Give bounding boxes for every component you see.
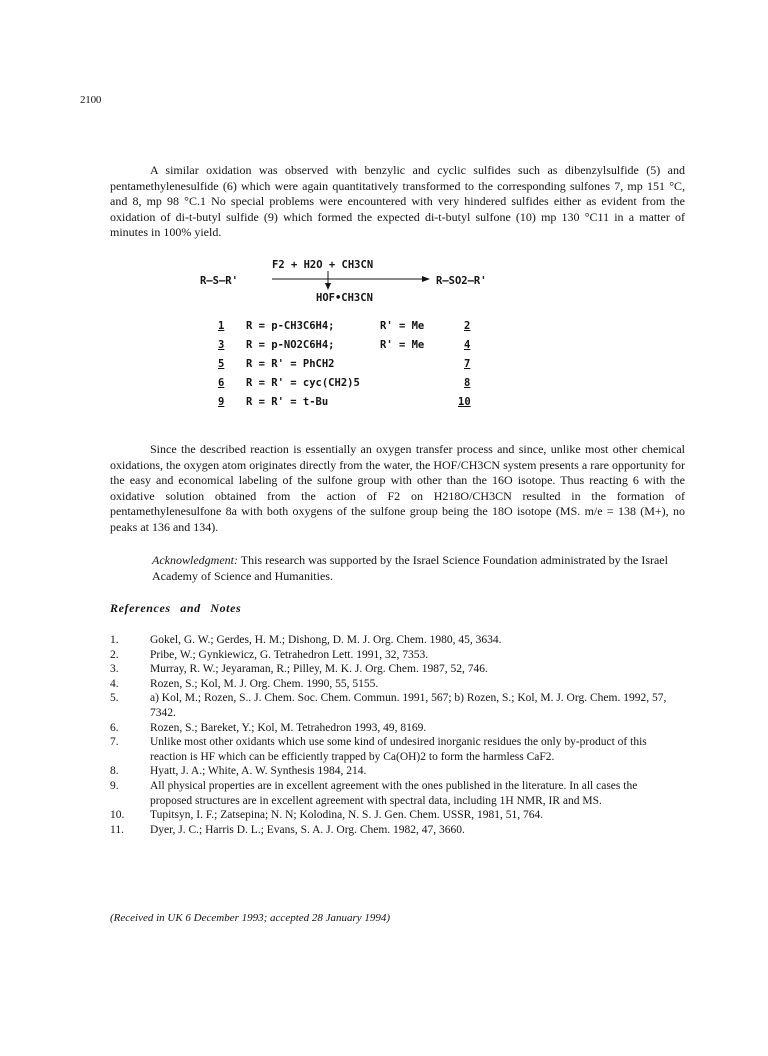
reference-item bbox=[110, 779, 670, 808]
reference-item bbox=[110, 808, 670, 823]
reference-item bbox=[110, 764, 670, 779]
reference-item bbox=[110, 721, 670, 736]
scheme-row-4-left: 6 bbox=[218, 377, 225, 389]
scheme-row-3-right: 7 bbox=[464, 358, 471, 370]
paragraph-isotope-labeling: Since the described reaction is essentially an oxygen transfer process and since, unlike most other chemical oxidations, the oxygen atom originates directly from the water, the HOF/CH3CN system presents a rare opportunity for the easy and economical labeling of the sulfone group with other than the 16O isotope. Thus reacting 6 with the oxidative solution obtained from the action of F2 on H218O/CH3CN resulted in the formation of pentamethylenesulfone 8a with both oxygens of the sulfone group being the 18O isotope (MS. m/e = 138 (M+), no peaks at 136 and 134). bbox=[110, 442, 685, 534]
scheme-row-2-right: 4 bbox=[464, 339, 471, 351]
reference-text: Gokel, G. W.; Gerdes, H. M.; Dishong, D. M. J. Org. Chem. 1980, 45, 3634. bbox=[150, 634, 502, 646]
reference-text: Rozen, S.; Bareket, Y.; Kol, M. Tetrahedron 1993, 49, 8169. bbox=[150, 721, 427, 734]
reference-number: 7. bbox=[110, 736, 119, 749]
scheme-reagents-above: F2 + H2O + CH3CN bbox=[272, 259, 374, 271]
reaction-arrow bbox=[272, 269, 430, 291]
reference-number: 4. bbox=[110, 677, 119, 690]
reference-number: 2. bbox=[110, 648, 119, 661]
reference-item bbox=[110, 823, 670, 838]
reference-text: Murray, R. W.; Jeyaraman, R.; Pilley, M. K. J. Org. Chem. 1987, 52, 746. bbox=[150, 663, 488, 676]
reference-number: 1. bbox=[110, 634, 119, 646]
reference-number: 6. bbox=[110, 721, 119, 734]
reference-number: 10. bbox=[110, 809, 125, 822]
scheme-reagent-below: HOF•CH3CN bbox=[316, 292, 373, 304]
reference-number: 9. bbox=[110, 779, 119, 792]
reference-number: 11. bbox=[110, 823, 124, 836]
scheme-row-1-left: 1 bbox=[218, 320, 225, 332]
reference-text: Rozen, S.; Kol, M. J. Org. Chem. 1990, 55, 5155. bbox=[150, 677, 379, 690]
reference-item bbox=[110, 735, 670, 764]
references-list bbox=[110, 633, 670, 837]
references-heading: References and Notes bbox=[110, 601, 242, 615]
reference-number: 3. bbox=[110, 663, 119, 676]
reference-text: Unlike most other oxidants which use some kind of undesired inorganic residues the only by-product of this reaction is HF which can be efficiently trapped by Ca(OH)2 to form the harmless CaF2. bbox=[150, 736, 647, 763]
scheme-row-5-right: 10 bbox=[458, 396, 471, 408]
reference-text: a) Kol, M.; Rozen, S.. J. Chem. Soc. Chem. Commun. 1991, 567; b) Rozen, S.; Kol, M. J. Org. Chem. 1992, 57, 7342. bbox=[150, 692, 667, 719]
scheme-row-2-def2: R' = Me bbox=[380, 339, 425, 351]
reference-text: Tupitsyn, I. F.; Zatsepina; N. N; Kolodina, N. S. J. Gen. Chem. USSR, 1981, 51, 764. bbox=[150, 809, 544, 822]
scheme-product: R—SO2—R' bbox=[436, 275, 487, 287]
reference-text: All physical properties are in excellent agreement with the ones published in the literature. In all cases the proposed structures are in excellent agreement with spectral data, including 1H NMR, IR and MS. bbox=[150, 779, 638, 807]
reference-text: Pribe, W.; Gynkiewicz, G. Tetrahedron Lett. 1991, 32, 7353. bbox=[150, 648, 429, 661]
acknowledgment bbox=[152, 553, 672, 584]
scheme-row-1-def: R = p-CH3C6H4; bbox=[246, 320, 335, 332]
scheme-row-2-def: R = p-NO2C6H4; bbox=[246, 339, 335, 351]
reference-item bbox=[110, 633, 670, 648]
scheme-row-1-def2: R' = Me bbox=[380, 320, 425, 332]
scheme-row-4-def: R = R' = cyc(CH2)5 bbox=[246, 377, 360, 389]
reference-item bbox=[110, 691, 670, 720]
reaction-scheme bbox=[200, 259, 540, 414]
reference-number: 8. bbox=[110, 765, 119, 778]
received-dates: (Received in UK 6 December 1993; accepted 28 January 1994) bbox=[110, 912, 391, 924]
reference-item bbox=[110, 648, 670, 663]
scheme-reactant: R—S—R' bbox=[200, 275, 238, 287]
scheme-row-1-right: 2 bbox=[464, 320, 471, 332]
page-number: 2100 bbox=[80, 94, 102, 106]
acknowledgment-text: This research was supported by the Israel Science Foundation administrated by the Israel Academy of Science and Humanities. bbox=[152, 553, 668, 583]
scheme-row-4-right: 8 bbox=[464, 377, 471, 389]
reference-text: Hyatt, J. A.; White, A. W. Synthesis 1984, 214. bbox=[150, 765, 367, 778]
reference-item bbox=[110, 677, 670, 692]
reference-item bbox=[110, 662, 670, 677]
scheme-row-5-def: R = R' = t-Bu bbox=[246, 396, 329, 408]
reference-text: Dyer, J. C.; Harris D. L.; Evans, S. A. J. Org. Chem. 1982, 47, 3660. bbox=[150, 823, 465, 836]
scheme-row-5-left: 9 bbox=[218, 396, 225, 408]
scheme-row-3-left: 5 bbox=[218, 358, 225, 370]
acknowledgment-label: Acknowledgment: bbox=[152, 553, 238, 567]
scheme-row-2-left: 3 bbox=[218, 339, 225, 351]
paragraph-sulfide-oxidation: A similar oxidation was observed with benzylic and cyclic sulfides such as dibenzylsulfide (5) and pentamethylenesulfide (6) which were again quantitatively transformed to the corresponding sulfones 7, mp 151 °C, and 8, mp 98 °C.1 No special problems were encountered with very hindered sulfides either as evident from the oxidation of di-t-butyl sulfide (9) which formed the expected di-t-butyl sulfone (10) mp 130 °C11 in a matter of minutes in 100% yield. bbox=[110, 163, 685, 239]
reference-number: 5. bbox=[110, 692, 119, 705]
scheme-row-3-def: R = R' = PhCH2 bbox=[246, 358, 335, 370]
